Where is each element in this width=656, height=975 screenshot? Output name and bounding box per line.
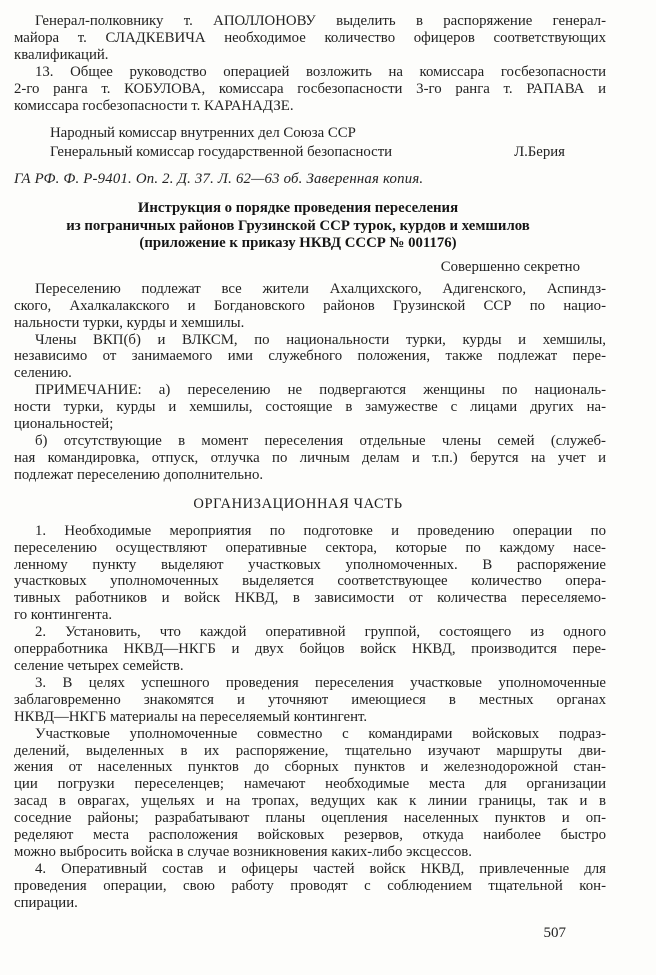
text-line: спирации. <box>14 894 78 911</box>
text-line: 1. Необходимые мероприятия по подготовке и проведению операции по <box>35 522 606 539</box>
text-line: ПРИМЕЧАНИЕ: а) переселению не подвергаются женщины по националь- <box>35 382 606 399</box>
text-line: го контингента. <box>14 607 113 624</box>
title-line: Инструкция о порядке проведения переселения <box>137 200 459 217</box>
text-line: 2. Установить, что каждой оперативной группой, состоящего из одного <box>35 624 606 641</box>
text-line: соседние районы; разрабатывают планы оцепления населенных пунктов и оп- <box>14 810 606 827</box>
text-line: ции погрузки переселенцев; намечают необходимые места для организации <box>14 776 606 793</box>
text-line: Участковые уполномоченные совместно с командирами войсковых подраз- <box>35 725 606 742</box>
text-line: НКВД—НКГБ материалы на переселяемый контингент. <box>14 708 368 725</box>
text-line: оперработника НКВД—НКГБ и двух бойцов войск НКВД, производится пере- <box>14 641 606 658</box>
text-line: ленному пункту выделяют участковых уполномоченных. В распоряжение <box>14 556 606 573</box>
text-line: б) отсутствующие в момент переселения отдельные члены семей (служеб- <box>35 433 606 449</box>
page-number: 507 <box>543 924 566 941</box>
text-line: жения от населенных пунктов до сборных пунктов и железнодорожной стан- <box>14 759 606 776</box>
text-line: можно выбросить войска в случае возникновения каких-либо эксцессов. <box>14 843 472 860</box>
text-line: 4. Оперативный состав и офицеры частей войск НКВД, привлеченные для <box>35 860 606 877</box>
paragraph-org-4 <box>14 861 606 912</box>
paragraph-note-a <box>14 382 606 433</box>
signatory-name: Л.Берия <box>514 143 565 160</box>
text-line: подлежат переселению дополнительно. <box>14 466 264 483</box>
signatory-title-line: Народный комиссар внутренних дел Союза ССР <box>50 125 356 142</box>
signatory-row <box>50 143 606 162</box>
text-line: 3. В целях успешного проведения переселения участковые уполномоченные <box>35 674 606 691</box>
text-line: засад в оврагах, ущельях и на тропах, ведущих как к линии границы, так и в <box>14 793 606 810</box>
section-heading-organizational: ОРГАНИЗАЦИОННАЯ ЧАСТЬ <box>193 495 403 512</box>
classification-stamp: Совершенно секретно <box>440 258 580 275</box>
text-line: селению. <box>14 365 72 382</box>
text-line: Члены ВКП(б) и ВЛКСМ, по национальности турки, курды и хемшилы, <box>35 331 606 348</box>
text-line: 2-го ранга т. КОБУЛОВА, комиссара госбезопасности 3-го ранга т. РАПАВА и <box>14 80 606 97</box>
paragraph-org-2 <box>14 624 606 675</box>
document-title <box>14 200 606 253</box>
text-line: переселению осуществляют оперативные сектора, которые по каждому насе- <box>14 539 606 556</box>
title-line: (приложение к приказу НКВД СССР № 001176) <box>139 235 457 252</box>
text-line: циональностей; <box>14 416 114 433</box>
text-line: проведения операции, свою работу проводят с соблюдением тщательной кон- <box>14 877 606 894</box>
paragraph-note-b <box>14 433 606 484</box>
paragraph-org-1 <box>14 523 606 624</box>
text-line: ского, Ахалкалакского и Богдановского районов Грузинской ССР по нацио- <box>14 297 606 314</box>
title-line: из пограничных районов Грузинской ССР турок, курдов и хемшилов <box>66 217 530 234</box>
text-line: ная командировка, отпуск, отлучка по личным делам и т.п.) берутся на учет и <box>14 449 606 466</box>
text-line: квалификаций. <box>14 46 109 63</box>
signature-block <box>50 124 606 161</box>
paragraph-item-13 <box>14 64 606 115</box>
paragraph-party-members <box>14 332 606 383</box>
text-line: Генерал-полковнику т. АПОЛЛОНОВУ выделить в распоряжение генерал- <box>35 13 606 29</box>
signatory-title-line: Генеральный комиссар государственной безопасности <box>50 143 393 160</box>
paragraph-apollonov <box>14 13 606 64</box>
archive-reference: ГА РФ. Ф. Р-9401. Оп. 2. Д. 37. Л. 62—63 об. Заверенная копия. <box>14 171 424 188</box>
text-block <box>14 13 606 941</box>
text-line: делений, выделенных в их распоряжение, тщательно изучают маршруты дви- <box>14 742 606 759</box>
text-line: комиссара госбезопасности т. КАРАНАДЗЕ. <box>14 97 294 114</box>
text-line: заблаговременно знакомятся и уточняют имеющиеся в местных органах <box>14 691 606 708</box>
text-line: ределяют места расположения войсковых резервов, откуда наиболее быстро <box>14 827 606 844</box>
text-line: независимо от занимаемого ими служебного положения, также подлежат пере- <box>14 348 606 365</box>
text-line: нальности турки, курды и хемшилы. <box>14 314 245 331</box>
paragraph-org-3 <box>14 675 606 726</box>
text-line: ности турки, курды и хемшилы, состоящие в замужестве с лицами других на- <box>14 399 606 416</box>
paragraph-resettlement-subjects <box>14 281 606 332</box>
text-line: майора т. СЛАДКЕВИЧА необходимое количество офицеров соответствующих <box>14 29 606 46</box>
text-line: 13. Общее руководство операцией возложить на комиссара госбезопасности <box>35 63 606 80</box>
text-line: участковых уполномоченных выделяется соответствующее количество опера- <box>14 573 606 590</box>
text-line: селение четырех семейств. <box>14 657 184 674</box>
text-line: Переселению подлежат все жители Ахалцихского, Адигенского, Аспиндз- <box>35 280 606 297</box>
paragraph-org-3-routes <box>14 726 606 861</box>
text-line: тивных работников и войск НКВД, в зависимости от количества переселяемо- <box>14 590 606 607</box>
